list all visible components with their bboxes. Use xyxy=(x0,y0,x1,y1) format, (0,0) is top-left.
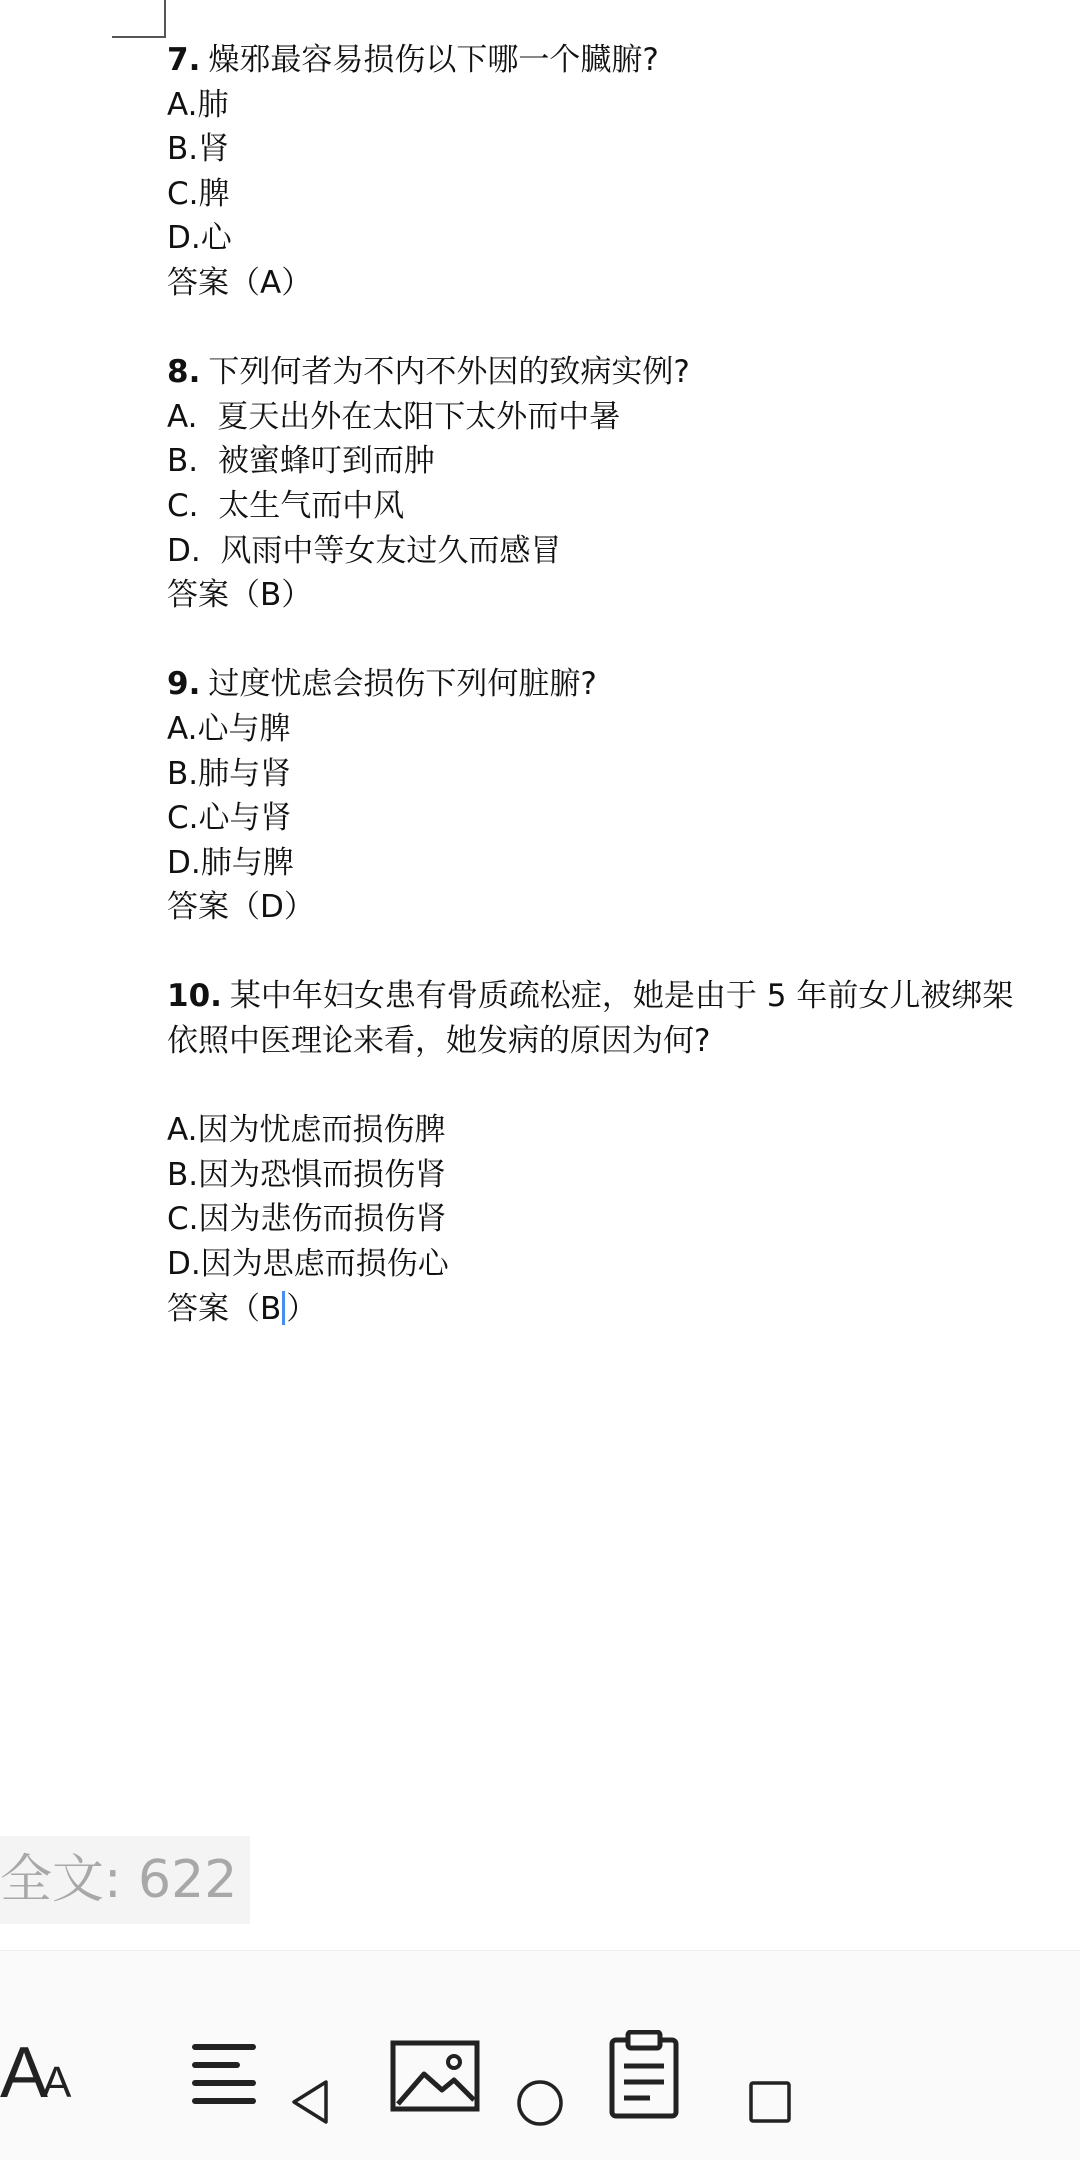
question-7-answer: 答案（A） xyxy=(167,264,313,301)
question-9-option-d: D.肺与脾 xyxy=(167,844,294,881)
question-10-title: 10. 某中年妇女患有骨质疏松症，她是由于 5 年前女儿被绑架 xyxy=(167,978,1014,1015)
question-7-option-d: D.心 xyxy=(167,220,232,257)
page-corner-mark xyxy=(112,0,166,38)
question-8-option-d: D. 风雨中等女友过久而感冒 xyxy=(167,532,562,569)
question-10-option-a: A.因为忧虑而损伤脾 xyxy=(167,1112,446,1149)
home-icon[interactable] xyxy=(515,2078,565,2128)
question-10-title-continued: 依照中医理论来看，她发病的原因为何? xyxy=(167,1023,711,1060)
question-10-option-c: C.因为悲伤而损伤肾 xyxy=(167,1201,447,1238)
clipboard-icon[interactable] xyxy=(608,2030,680,2120)
question-8-title: 8. 下列何者为不内不外因的致病实例? xyxy=(167,354,690,391)
question-9-option-c: C.心与肾 xyxy=(167,800,292,837)
insert-image-icon[interactable] xyxy=(390,2040,480,2112)
question-10-answer: 答案（B ） xyxy=(167,1290,318,1327)
question-7-title: 7. 燥邪最容易损伤以下哪一个臓腑? xyxy=(167,42,659,78)
question-10-option-d: D.因为思虑而损伤心 xyxy=(167,1246,449,1283)
text-cursor xyxy=(282,1291,285,1325)
question-10-option-b: B.因为恐惧而损伤肾 xyxy=(167,1156,447,1193)
bottom-toolbar xyxy=(0,1950,1080,2160)
question-9-option-b: B.肺与肾 xyxy=(167,755,292,792)
back-icon[interactable] xyxy=(290,2078,330,2126)
text-align-icon[interactable] xyxy=(192,2042,262,2106)
question-9-option-a: A.心与脾 xyxy=(167,710,291,747)
question-9-answer: 答案（D） xyxy=(167,889,315,926)
question-9-title: 9. 过度忧虑会损伤下列何脏腑? xyxy=(167,666,597,703)
question-7-option-c: C.脾 xyxy=(167,175,230,212)
document-body[interactable] xyxy=(167,38,1080,1331)
word-count-badge: 全文: 622 xyxy=(0,1836,250,1924)
question-8-option-b: B. 被蜜蜂叮到而肿 xyxy=(167,443,435,480)
question-8-answer: 答案（B） xyxy=(167,577,313,614)
question-8-option-a: A. 夏天出外在太阳下太外而中暑 xyxy=(167,398,621,435)
question-7-option-a: A.肺 xyxy=(167,86,229,123)
question-7-option-b: B.肾 xyxy=(167,131,230,168)
recent-apps-icon[interactable] xyxy=(748,2080,792,2124)
question-8-option-c: C. 太生气而中风 xyxy=(167,487,405,524)
font-size-icon[interactable]: AA xyxy=(0,2033,66,2113)
